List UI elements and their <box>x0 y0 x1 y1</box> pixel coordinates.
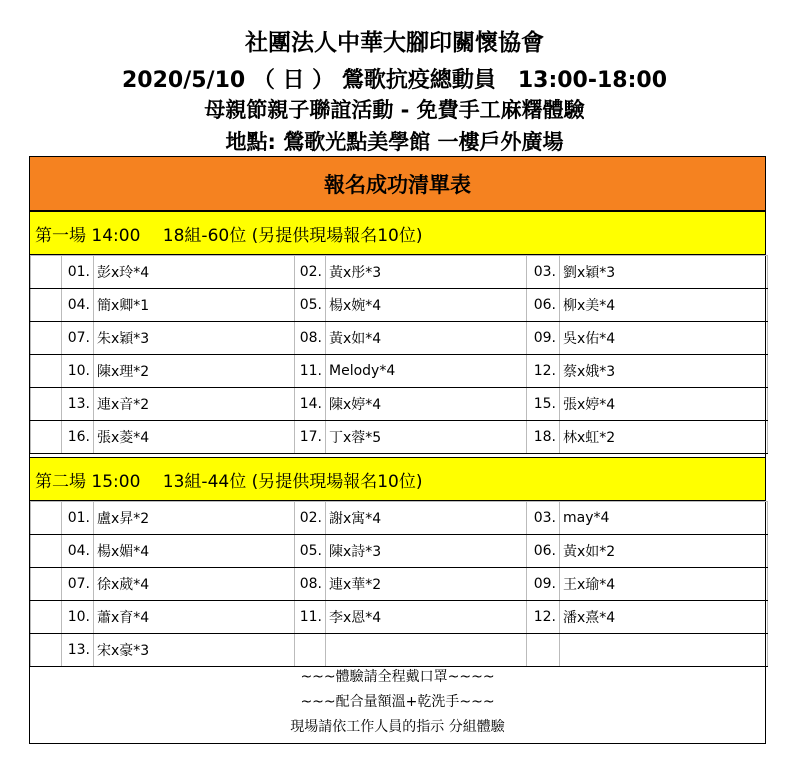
entry-name: 徐x葳*4 <box>94 568 295 601</box>
blank-cell <box>31 289 62 322</box>
entry-name: 王x瑜*4 <box>560 568 768 601</box>
entry-name: 柳x美*4 <box>560 289 768 322</box>
table-row <box>31 388 768 421</box>
entry-name: 連x華*2 <box>326 568 527 601</box>
entry-number: 14. <box>295 388 326 421</box>
entry-number: 12. <box>527 355 560 388</box>
entry-name: 連x音*2 <box>94 388 295 421</box>
entry-name: 謝x寓*4 <box>326 502 527 535</box>
session-2-header: 第二場 15:00 13組-44位 (另提供現場報名10位) <box>30 457 765 501</box>
entry-name: 楊x婉*4 <box>326 289 527 322</box>
entry-number: 11. <box>295 601 326 634</box>
entry-name: 黃x彤*3 <box>326 256 527 289</box>
entry-number: 08. <box>295 568 326 601</box>
entry-name: 丁x蓉*5 <box>326 421 527 454</box>
table-title: 報名成功清單表 <box>30 157 765 211</box>
entry-number: 04. <box>62 535 94 568</box>
entry-number: 02. <box>295 502 326 535</box>
entry-number: 02. <box>295 256 326 289</box>
entry-number: 08. <box>295 322 326 355</box>
org-title: 社團法人中華大腳印關懷協會 <box>245 30 544 56</box>
entry-number <box>295 634 326 667</box>
notes <box>30 665 765 740</box>
entry-number: 05. <box>295 289 326 322</box>
entry-number: 17. <box>295 421 326 454</box>
entry-name: may*4 <box>560 502 768 535</box>
blank-cell <box>31 322 62 355</box>
session-2-grid <box>30 501 768 667</box>
entry-number: 18. <box>527 421 560 454</box>
entry-name: 陳x詩*3 <box>326 535 527 568</box>
table-row <box>31 634 768 667</box>
entry-number: 06. <box>527 535 560 568</box>
entry-number: 05. <box>295 535 326 568</box>
entry-number: 09. <box>527 568 560 601</box>
table-row <box>31 535 768 568</box>
entry-name: 劉x穎*3 <box>560 256 768 289</box>
event-date-line: 2020/5/10 （ 日 ） 鶯歌抗疫總動員 13:00-18:00 <box>121 68 668 93</box>
entry-number: 01. <box>62 256 94 289</box>
entry-name: 潘x熹*4 <box>560 601 768 634</box>
entry-name: 陳x婷*4 <box>326 388 527 421</box>
entry-name: 朱x穎*3 <box>94 322 295 355</box>
entry-name: 吳x佑*4 <box>560 322 768 355</box>
blank-cell <box>31 388 62 421</box>
entry-number: 16. <box>62 421 94 454</box>
blank-cell <box>31 256 62 289</box>
entry-number: 01. <box>62 502 94 535</box>
note-line: 現場請依工作人員的指示 分組體驗 <box>290 719 505 735</box>
entry-number: 04. <box>62 289 94 322</box>
entry-name: 宋x豪*3 <box>94 634 295 667</box>
table-row <box>31 601 768 634</box>
table-row <box>31 568 768 601</box>
note-line: ~~~體驗請全程戴口罩~~~~ <box>300 669 495 685</box>
entry-number: 09. <box>527 322 560 355</box>
entry-name: 張x婷*4 <box>560 388 768 421</box>
entry-name: 盧x昇*2 <box>94 502 295 535</box>
entry-number <box>527 634 560 667</box>
blank-cell <box>31 601 62 634</box>
blank-cell <box>31 421 62 454</box>
entry-name <box>326 634 527 667</box>
location-line: 地點: 鶯歌光點美學館 一樓戶外廣場 <box>225 130 564 154</box>
blank-cell <box>31 535 62 568</box>
entry-number: 03. <box>527 256 560 289</box>
entry-number: 07. <box>62 568 94 601</box>
entry-number: 15. <box>527 388 560 421</box>
entry-name: 李x恩*4 <box>326 601 527 634</box>
entry-name: 彭x玲*4 <box>94 256 295 289</box>
entry-name: 黃x如*2 <box>560 535 768 568</box>
entry-number: 07. <box>62 322 94 355</box>
blank-cell <box>31 634 62 667</box>
table-row <box>31 289 768 322</box>
session-1-grid <box>30 255 768 454</box>
entry-name: 林x虹*2 <box>560 421 768 454</box>
table-row <box>31 322 768 355</box>
entry-name: Melody*4 <box>326 355 527 388</box>
entry-number: 06. <box>527 289 560 322</box>
entry-number: 10. <box>62 355 94 388</box>
table-row <box>31 502 768 535</box>
activity-title: 母親節親子聯誼活動 - 免費手工麻糬體驗 <box>204 98 585 122</box>
blank-cell <box>31 355 62 388</box>
entry-name: 楊x媚*4 <box>94 535 295 568</box>
entry-name: 張x菱*4 <box>94 421 295 454</box>
entry-name: 蔡x娥*3 <box>560 355 768 388</box>
entry-number: 11. <box>295 355 326 388</box>
registration-list-table <box>29 156 766 744</box>
entry-name <box>560 634 768 667</box>
session-1-header: 第一場 14:00 18組-60位 (另提供現場報名10位) <box>30 211 765 255</box>
blank-cell <box>31 568 62 601</box>
note-line: ~~~配合量額溫+乾洗手~~~ <box>300 694 495 710</box>
table-row <box>31 256 768 289</box>
blank-cell <box>31 502 62 535</box>
entry-number: 13. <box>62 388 94 421</box>
entry-name: 陳x理*2 <box>94 355 295 388</box>
entry-number: 10. <box>62 601 94 634</box>
entry-name: 蕭x育*4 <box>94 601 295 634</box>
entry-number: 03. <box>527 502 560 535</box>
table-row <box>31 421 768 454</box>
entry-number: 13. <box>62 634 94 667</box>
entry-name: 黃x如*4 <box>326 322 527 355</box>
entry-number: 12. <box>527 601 560 634</box>
entry-name: 簡x卿*1 <box>94 289 295 322</box>
table-row <box>31 355 768 388</box>
